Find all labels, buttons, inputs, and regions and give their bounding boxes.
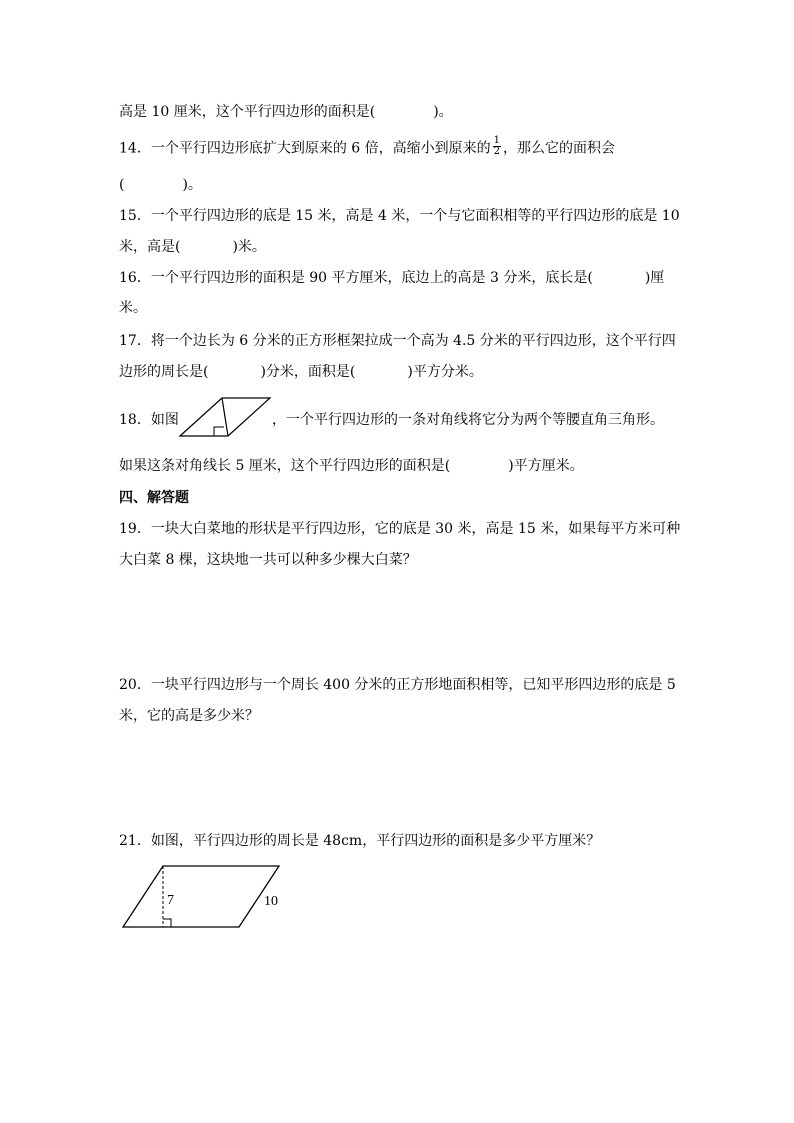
question-15 xyxy=(119,206,680,226)
question-17-line-2 xyxy=(119,362,483,382)
parallelogram-outline xyxy=(123,866,279,927)
q20-text-a: 20．一块平行四边形与一个周长 400 分米的正方形地面积相等，已知平形四边形的底是 5 xyxy=(119,677,676,693)
question-16 xyxy=(119,268,664,288)
q18-text-a: 18．如图 xyxy=(119,412,179,428)
q21-parallelogram-figure xyxy=(118,862,288,932)
question-19-line-2 xyxy=(119,550,417,570)
height-label: 7 xyxy=(167,893,174,908)
question-15-line-2 xyxy=(119,237,266,257)
q14-text-a: 14．一个平行四边形底扩大到原来的 6 倍，高缩小到原来的 xyxy=(119,140,491,157)
q14-text-b: ，那么它的面积会 xyxy=(503,140,615,157)
fraction-denominator: 2 xyxy=(493,146,500,157)
q14-close: )。 xyxy=(182,177,202,193)
section-heading: 四、解答题 xyxy=(119,490,189,506)
q16-text-b: 米。 xyxy=(119,300,147,316)
question-14-blank-line xyxy=(119,175,202,195)
q17-text-b1: 边形的周长是( xyxy=(119,364,209,380)
question-17 xyxy=(119,331,676,351)
fraction-one-half xyxy=(493,136,501,157)
q16-text-a1: 16．一个平行四边形的面积是 90 平方厘米，底边上的高是 3 分米，底长是( xyxy=(119,270,593,286)
question-21 xyxy=(119,831,600,851)
q13-text: 高是 10 厘米，这个平行四边形的面积是( xyxy=(119,104,376,120)
question-19 xyxy=(119,519,680,539)
question-14 xyxy=(119,135,615,159)
question-18-rest xyxy=(272,410,664,430)
q15-text-b1: 米，高是( xyxy=(119,239,181,255)
q18-text-c2: )平方厘米。 xyxy=(508,458,584,474)
q18-parallelogram-figure xyxy=(178,396,272,438)
question-20 xyxy=(119,675,676,695)
q20-text-b: 米，它的高是多少米？ xyxy=(119,708,259,724)
q13-continuation xyxy=(119,102,453,122)
q15-text-b2: )米。 xyxy=(232,239,266,255)
q17-text-b3: )平方分米。 xyxy=(407,364,483,380)
fraction-numerator: 1 xyxy=(493,135,500,146)
q18-text-b: ，一个平行四边形的一条对角线将它分为两个等腰直角三角形。 xyxy=(272,412,664,428)
q19-text-b: 大白菜 8 棵，这块地一共可以种多少棵大白菜？ xyxy=(119,552,417,568)
q17-text-b2: )分米，面积是( xyxy=(260,364,356,380)
q13-end: )。 xyxy=(433,104,453,120)
q18-text-c1: 如果这条对角线长 5 厘米，这个平行四边形的面积是( xyxy=(119,458,451,474)
question-20-line-2 xyxy=(119,706,259,726)
q19-text-a: 19．一块大白菜地的形状是平行四边形，它的底是 30 米，高是 15 米，如果每平方米可种 xyxy=(119,521,681,537)
q16-text-a2: )厘 xyxy=(644,270,665,286)
q17-text-a: 17．将一个边长为 6 分米的正方形框架拉成一个高为 4.5 分米的平行四边形，这个平行四 xyxy=(119,333,676,349)
question-16-line-2 xyxy=(119,298,147,318)
right-angle-mark xyxy=(214,427,224,436)
right-angle-mark xyxy=(163,919,171,927)
q15-text-a: 15．一个平行四边形的底是 15 米，高是 4 米，一个与它面积相等的平行四边形的底是 10 xyxy=(119,208,680,224)
q14-open: ( xyxy=(119,177,125,193)
question-18-line-2 xyxy=(119,456,584,476)
diagonal-line xyxy=(222,398,228,436)
q21-text-a: 21．如图，平行四边形的周长是 48cm，平行四边形的面积是多少平方厘米？ xyxy=(119,833,601,849)
question-18 xyxy=(119,410,179,430)
side-label: 10 xyxy=(264,894,278,909)
